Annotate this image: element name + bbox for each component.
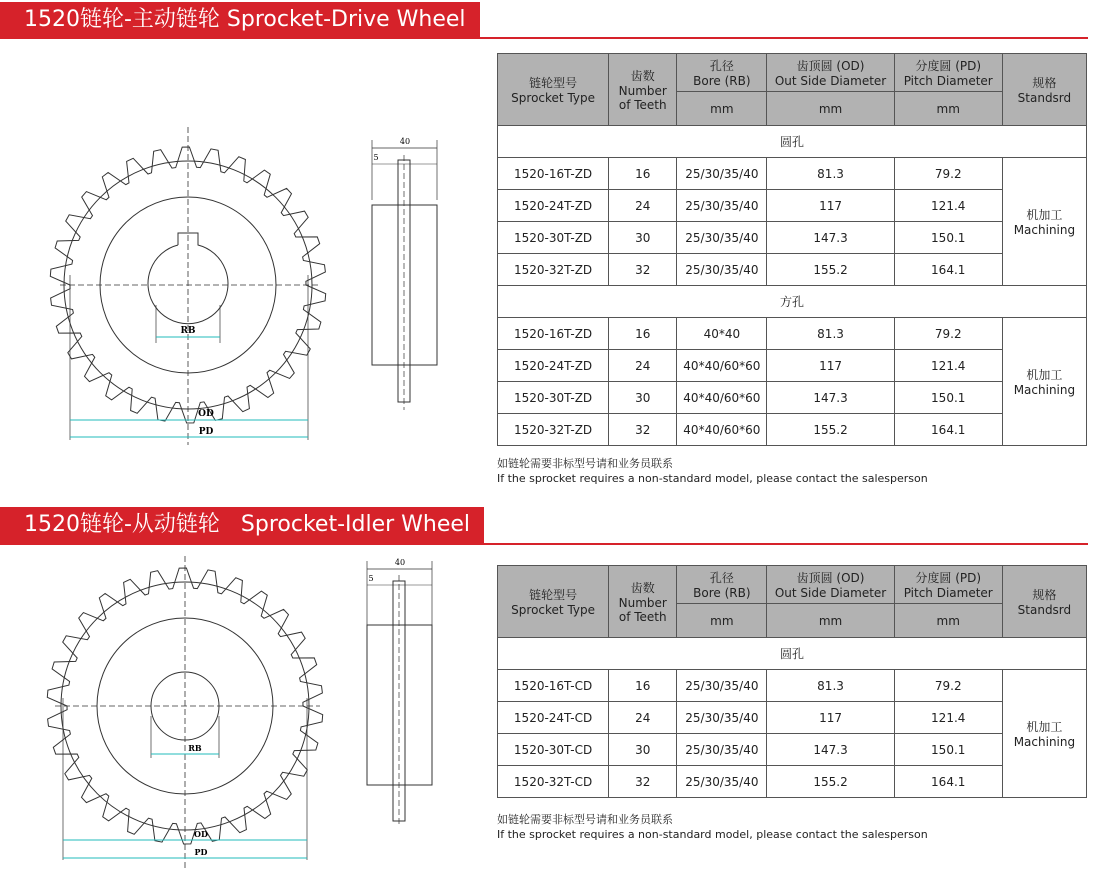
cell-od: 155.2	[767, 766, 894, 798]
cell-bore: 25/30/35/40	[677, 158, 767, 190]
cell-teeth: 24	[609, 190, 677, 222]
flange-dim-label: 5	[373, 153, 379, 162]
cell-bore: 25/30/35/40	[677, 734, 767, 766]
pd-label: PD	[194, 847, 208, 857]
cell-pd: 121.4	[894, 350, 1002, 382]
cell-od: 117	[767, 190, 894, 222]
cell-bore: 25/30/35/40	[677, 222, 767, 254]
drive-spec-table	[497, 53, 1087, 446]
table-row	[498, 190, 1087, 222]
cell-bore: 40*40	[677, 318, 767, 350]
cell-teeth: 32	[609, 254, 677, 286]
cell-od: 117	[767, 350, 894, 382]
od-label: OD	[194, 829, 208, 839]
table-row	[498, 222, 1087, 254]
cell-type: 1520-32T-CD	[498, 766, 609, 798]
cell-od: 147.3	[767, 382, 894, 414]
section-title: 1520链轮-主动链轮 Sprocket-Drive Wheel	[0, 2, 480, 38]
cell-pd: 79.2	[894, 158, 1002, 190]
cell-od: 81.3	[767, 670, 894, 702]
section-title: 1520链轮-从动链轮 Sprocket-Idler Wheel	[0, 507, 484, 543]
section-divider	[0, 543, 1088, 545]
cell-type: 1520-30T-ZD	[498, 222, 609, 254]
cell-standard: 机加工 Machining	[1002, 158, 1086, 286]
cell-pd: 164.1	[894, 766, 1002, 798]
cell-bore: 40*40/60*60	[677, 382, 767, 414]
col-type: 链轮型号 Sprocket Type	[498, 566, 609, 638]
col-teeth: 齿数 Number of Teeth	[609, 566, 677, 638]
idler-spec-table	[497, 565, 1087, 798]
note-cn: 如链轮需要非标型号请和业务员联系	[497, 813, 673, 826]
od-unit: mm	[767, 92, 894, 126]
cell-type: 1520-30T-ZD	[498, 382, 609, 414]
cell-teeth: 16	[609, 318, 677, 350]
bore-unit: mm	[677, 92, 767, 126]
note-en: If the sprocket requires a non-standard model, please contact the salesperson	[497, 472, 928, 485]
cell-standard: 机加工 Machining	[1002, 318, 1086, 446]
cell-bore: 25/30/35/40	[677, 702, 767, 734]
table-row	[498, 414, 1087, 446]
cell-od: 81.3	[767, 158, 894, 190]
cell-standard: 机加工 Machining	[1002, 670, 1086, 798]
cell-teeth: 16	[609, 670, 677, 702]
drive-sprocket-side-view	[360, 130, 445, 420]
cell-od: 155.2	[767, 414, 894, 446]
pd-unit: mm	[894, 92, 1002, 126]
width-dim-label: 40	[399, 137, 411, 146]
table-row	[498, 254, 1087, 286]
flange-dim-label: 5	[368, 574, 374, 583]
section-divider	[0, 37, 1088, 39]
note-cn: 如链轮需要非标型号请和业务员联系	[497, 457, 673, 470]
cell-type: 1520-24T-CD	[498, 702, 609, 734]
cell-pd: 150.1	[894, 382, 1002, 414]
col-od: 齿顶圆 (OD) Out Side Diameter	[767, 54, 894, 92]
idler-sprocket-drawing	[35, 548, 335, 878]
cell-pd: 164.1	[894, 414, 1002, 446]
idler-sprocket-side-view	[355, 555, 440, 830]
cell-pd: 79.2	[894, 318, 1002, 350]
table-row	[498, 318, 1087, 350]
col-od: 齿顶圆 (OD) Out Side Diameter	[767, 566, 894, 604]
cell-bore: 25/30/35/40	[677, 670, 767, 702]
table-row	[498, 158, 1087, 190]
cell-bore: 25/30/35/40	[677, 254, 767, 286]
cell-type: 1520-32T-ZD	[498, 254, 609, 286]
drive-sprocket-drawing	[40, 115, 340, 460]
cell-pd: 164.1	[894, 254, 1002, 286]
table-row	[498, 382, 1087, 414]
cell-teeth: 30	[609, 222, 677, 254]
col-bore: 孔径 Bore (RB)	[677, 566, 767, 604]
col-teeth: 齿数 Number of Teeth	[609, 54, 677, 126]
cell-teeth: 30	[609, 734, 677, 766]
cell-od: 155.2	[767, 254, 894, 286]
cell-bore: 25/30/35/40	[677, 766, 767, 798]
cell-teeth: 16	[609, 158, 677, 190]
cell-teeth: 24	[609, 702, 677, 734]
col-standard: 规格 Standsrd	[1002, 566, 1086, 638]
cell-od: 81.3	[767, 318, 894, 350]
width-dim-label: 40	[394, 558, 406, 567]
hub-body	[372, 205, 437, 365]
cell-type: 1520-30T-CD	[498, 734, 609, 766]
od-unit: mm	[767, 604, 894, 638]
table-row	[498, 670, 1087, 702]
bore-unit: mm	[677, 604, 767, 638]
cell-type: 1520-16T-CD	[498, 670, 609, 702]
group-label: 圆孔	[498, 126, 1087, 158]
cell-type: 1520-16T-ZD	[498, 158, 609, 190]
cell-pd: 121.4	[894, 190, 1002, 222]
cell-od: 147.3	[767, 222, 894, 254]
cell-pd: 150.1	[894, 734, 1002, 766]
non-standard-note	[497, 812, 928, 842]
od-label: OD	[198, 409, 214, 419]
cell-bore: 40*40/60*60	[677, 350, 767, 382]
cell-pd: 79.2	[894, 670, 1002, 702]
non-standard-note	[497, 456, 928, 486]
cell-teeth: 30	[609, 382, 677, 414]
table-row	[498, 734, 1087, 766]
note-en: If the sprocket requires a non-standard model, please contact the salesperson	[497, 828, 928, 841]
cell-bore: 40*40/60*60	[677, 414, 767, 446]
rb-label: RB	[180, 326, 196, 336]
col-pd: 分度圆 (PD) Pitch Diameter	[894, 54, 1002, 92]
cell-teeth: 32	[609, 414, 677, 446]
table-row	[498, 766, 1087, 798]
col-type: 链轮型号 Sprocket Type	[498, 54, 609, 126]
cell-type: 1520-16T-ZD	[498, 318, 609, 350]
cell-pd: 121.4	[894, 702, 1002, 734]
cell-teeth: 32	[609, 766, 677, 798]
hub-body	[367, 625, 432, 785]
cell-od: 147.3	[767, 734, 894, 766]
pd-unit: mm	[894, 604, 1002, 638]
cell-teeth: 24	[609, 350, 677, 382]
cell-type: 1520-24T-ZD	[498, 350, 609, 382]
group-label: 方孔	[498, 286, 1087, 318]
pd-label: PD	[198, 427, 214, 437]
table-row	[498, 350, 1087, 382]
cell-type: 1520-32T-ZD	[498, 414, 609, 446]
group-label: 圆孔	[498, 638, 1087, 670]
table-row	[498, 702, 1087, 734]
rb-label: RB	[188, 743, 202, 753]
cell-pd: 150.1	[894, 222, 1002, 254]
col-standard: 规格 Standsrd	[1002, 54, 1086, 126]
cell-bore: 25/30/35/40	[677, 190, 767, 222]
col-bore: 孔径 Bore (RB)	[677, 54, 767, 92]
cell-od: 117	[767, 702, 894, 734]
cell-type: 1520-24T-ZD	[498, 190, 609, 222]
col-pd: 分度圆 (PD) Pitch Diameter	[894, 566, 1002, 604]
